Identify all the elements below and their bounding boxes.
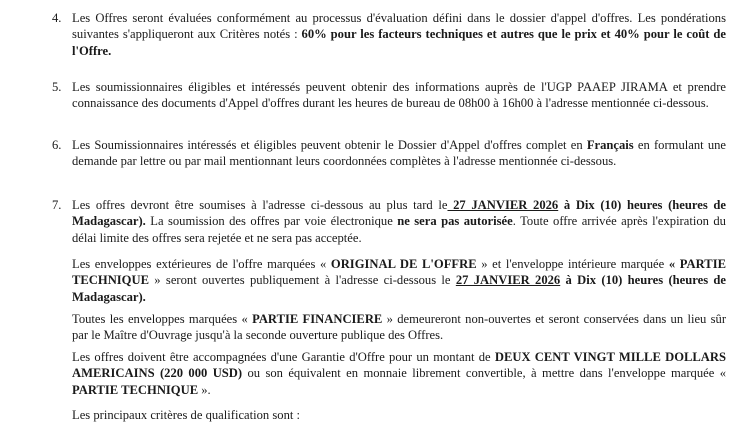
list-item-4 <box>52 10 726 59</box>
text-run: » demeureront non-ouvertes et seront conservées dans un lieu sûr par le Maître d'Ouvrage jusqu'à la seconde ouverture publique des Offres. <box>72 312 727 343</box>
text-run: . Toute offre arrivée après l'expiration du délai limite des offres sera rejetée et ne sera pas acceptée. <box>72 214 726 245</box>
electronic-submission-note: ne sera pas autorisée <box>397 214 513 229</box>
deadline-date: 27 JANVIER 2026 <box>447 198 559 212</box>
text-run: » seront ouvertes publiquement à l'adresse ci-dessous le <box>148 273 456 288</box>
item-text <box>72 197 726 246</box>
paragraph-guarantee <box>72 349 726 398</box>
text-run: Toutes les enveloppes marquées « <box>72 312 253 326</box>
text-run: Les offres devront être soumises à l'adresse ci-dessous au plus tard le <box>72 198 448 212</box>
deadline-time: à Dix (10) heures (heures de Madagascar). <box>72 198 726 229</box>
item-text <box>72 137 726 170</box>
text-run: Les principaux critères de qualification sont : <box>72 408 301 422</box>
item-number: 7. <box>52 198 62 212</box>
financial-label: PARTIE FINANCIERE <box>252 312 383 326</box>
guarantee-amount: DEUX CENT VINGT MILLE DOLLARS AMERICAINS (220 000 USD) <box>72 350 726 381</box>
opening-date: 27 JANVIER 2026 <box>455 273 561 288</box>
paragraph-envelopes <box>72 256 726 305</box>
weighting-text: 60% pour les facteurs techniques et autres que le prix et 40% pour le coût de l'Offre. <box>72 27 726 58</box>
technical-label: « PARTIE TECHNIQUE <box>72 257 727 288</box>
item-text <box>72 79 726 112</box>
text-run: Les offres doivent être accompagnées d'une Garantie d'Offre pour un montant de <box>72 350 495 364</box>
list-item-7 <box>52 197 726 246</box>
opening-time: à Dix (10) heures (heures de Madagascar). <box>72 273 727 304</box>
text-run: La soumission des offres par voie électronique <box>145 214 398 229</box>
item-number: 5. <box>52 80 62 94</box>
paragraph-criteria <box>72 407 726 423</box>
original-label: ORIGINAL DE L'OFFRE <box>330 257 477 271</box>
technical-label: PARTIE TECHNIQUE <box>72 382 199 397</box>
text-run: Les Soumissionnaires intéressés et éligibles peuvent obtenir le Dossier d'Appel d'offres complet en <box>72 138 587 152</box>
text-run: Les Offres seront évaluées conformément au processus d'évaluation défini dans le dossier d'appel d'offres. Les pondérations suivantes s'appliqueront aux Critères notés : <box>72 11 726 42</box>
paragraph-financial <box>72 311 726 344</box>
list-item-5 <box>52 79 726 112</box>
text-run: Les enveloppes extérieures de l'offre marquées « <box>72 257 331 271</box>
text-run: ou son équivalent en monnaie librement convertible, à mettre dans l'enveloppe marquée « <box>242 366 726 381</box>
item-text <box>72 10 726 59</box>
item-number: 6. <box>52 138 62 152</box>
text-run: » et l'enveloppe intérieure marquée <box>476 257 669 271</box>
language-text: Français <box>586 138 634 152</box>
list-item-6 <box>52 137 726 170</box>
text-run: en formulant une demande par lettre ou par mail mentionnant leurs coordonnées complètes à l'adresse mentionnée ci-dessous. <box>72 138 727 169</box>
text-run: ». <box>198 382 211 397</box>
text-run: Les soumissionnaires éligibles et intéressés peuvent obtenir des informations auprès de l'UGP PAAEP JIRAMA et prendre connaissance des documents d'Appel d'offres durant les heures de bureau de 08h00 à 16h00 à l'adresse mentionnée ci-dessous. <box>72 80 726 111</box>
item-number: 4. <box>52 11 62 25</box>
